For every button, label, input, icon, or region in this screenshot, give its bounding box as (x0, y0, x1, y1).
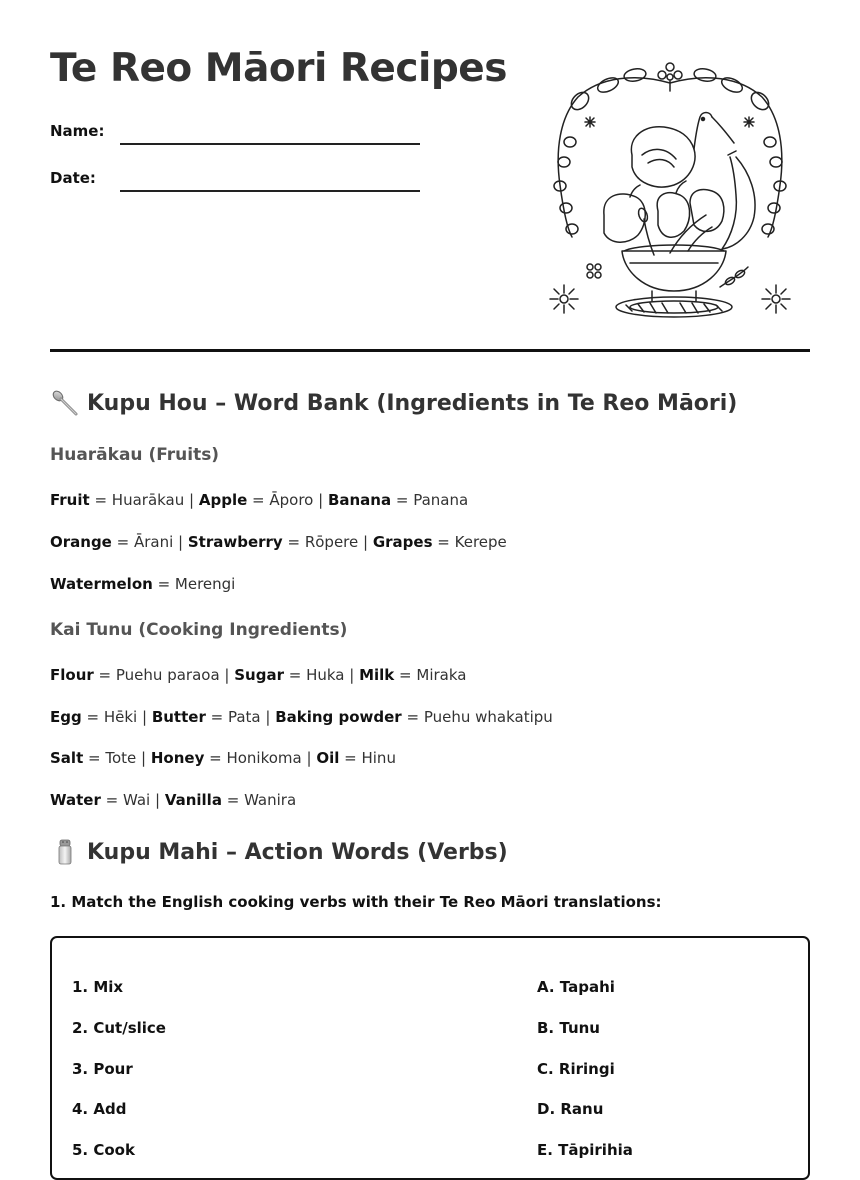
salt-shaker-icon (50, 837, 80, 867)
verbs-heading-text: Kupu Mahi – Action Words (Verbs) (87, 839, 508, 865)
date-label: Date: (50, 169, 96, 187)
word-bank-heading-text: Kupu Hou – Word Bank (Ingredients in Te Reo Māori) (87, 390, 738, 416)
date-field[interactable] (120, 190, 420, 192)
maori-verb: D. Ranu (537, 1100, 604, 1118)
maori-verb: B. Tunu (537, 1019, 600, 1037)
verbs-heading (50, 837, 508, 867)
word-bank-line: Orange = Ārani | Strawberry = Rōpere | Grapes = Kerepe (50, 533, 507, 551)
word-bank-heading (50, 388, 737, 418)
maori-verb: C. Riringi (537, 1060, 615, 1078)
cooking-ingredients-heading: Kai Tunu (Cooking Ingredients) (50, 620, 348, 640)
maori-verb: E. Tāpirihia (537, 1141, 633, 1159)
maori-verb: A. Tapahi (537, 978, 615, 996)
english-verb: 5. Cook (72, 1141, 135, 1159)
word-bank-line: Fruit = Huarākau | Apple = Āporo | Banana = Panana (50, 491, 469, 509)
english-verb: 4. Add (72, 1100, 127, 1118)
word-bank-line: Flour = Puehu paraoa | Sugar = Huka | Milk = Miraka (50, 666, 467, 684)
word-bank-line: Water = Wai | Vanilla = Wanira (50, 791, 297, 809)
kiwi-fruit-bowl-illustration (540, 55, 802, 325)
name-field[interactable] (120, 143, 420, 145)
spoon-icon (50, 388, 80, 418)
english-verb: 2. Cut/slice (72, 1019, 166, 1037)
english-verb: 1. Mix (72, 978, 124, 996)
matching-box (50, 936, 810, 1180)
word-bank-line: Egg = Hēki | Butter = Pata | Baking powder = Puehu whakatipu (50, 708, 553, 726)
page-title: Te Reo Māori Recipes (50, 46, 507, 91)
english-verb: 3. Pour (72, 1060, 133, 1078)
name-label: Name: (50, 122, 105, 140)
word-bank-line: Salt = Tote | Honey = Honikoma | Oil = Hinu (50, 749, 396, 767)
header-divider (50, 349, 810, 352)
word-bank-line: Watermelon = Merengi (50, 575, 236, 593)
matching-instruction: 1. Match the English cooking verbs with their Te Reo Māori translations: (50, 893, 662, 911)
fruits-heading: Huarākau (Fruits) (50, 445, 220, 465)
